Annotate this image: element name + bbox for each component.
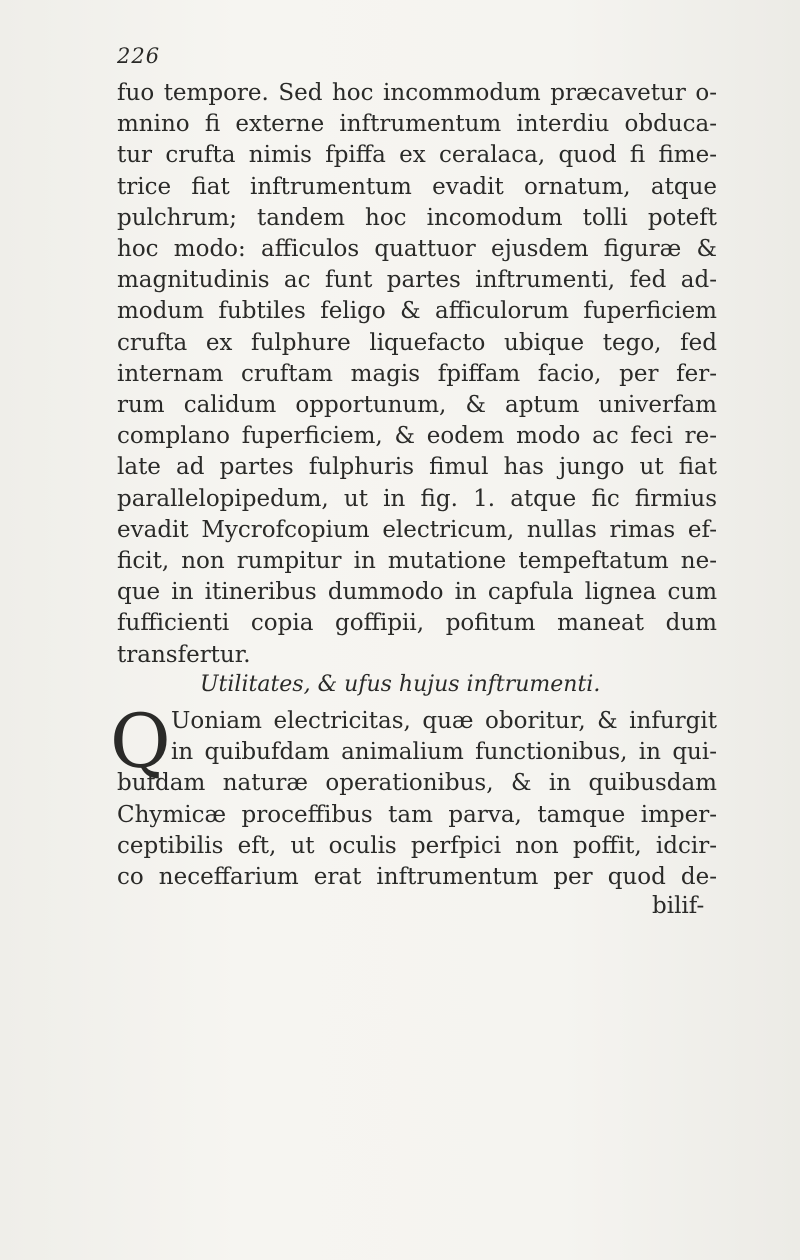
text-line: modum fubtiles feligo & afficulorum fuperficiem xyxy=(117,298,717,325)
text-line: transfertur. xyxy=(117,641,251,668)
text-line: fufficienti copia goffipii, pofitum maneat dum xyxy=(117,610,717,637)
text-line: magnitudinis ac funt partes inftrumenti, fed ad- xyxy=(117,267,717,294)
text-line: late ad partes fulphuris fimul has jungo ut fiat xyxy=(117,454,717,481)
text-line: bufdam naturæ operationibus, & in quibusdam xyxy=(117,770,717,797)
text-line: co neceffarium erat inftrumentum per quod de- xyxy=(117,864,717,891)
text-line: in quibufdam animalium functionibus, in qui- xyxy=(171,739,717,766)
text-line: ceptibilis eft, ut oculis perfpici non poffit, idcir- xyxy=(117,832,717,859)
text-line: trice fiat inftrumentum evadit ornatum, atque xyxy=(117,173,717,200)
paragraph-2 xyxy=(117,706,717,893)
text-line: complano fuperficiem, & eodem modo ac feci re- xyxy=(117,423,717,450)
text-line: parallelopipedum, ut in fig. 1. atque fic firmius xyxy=(117,485,717,512)
text-line: hoc modo: afficulos quattuor ejusdem figuræ & xyxy=(117,236,717,263)
text-line: fuo tempore. Sed hoc incommodum præcavetur o- xyxy=(117,80,717,106)
text-line: crufta ex fulphure liquefacto ubique tego, fed xyxy=(117,329,717,356)
text-line: tur crufta nimis fpiffa ex ceralaca, quod fi fime- xyxy=(117,142,717,169)
drop-cap: Q xyxy=(110,699,171,785)
text-line: rum calidum opportunum, & aptum univerfam xyxy=(117,392,717,419)
text-line: ficit, non rumpitur in mutatione tempeftatum ne- xyxy=(117,548,717,575)
text-line: Uoniam electricitas, quæ oboritur, & infurgit xyxy=(171,708,717,734)
catchword: bilif- xyxy=(652,893,705,919)
paragraph-1 xyxy=(117,78,717,671)
page-number: 226 xyxy=(117,44,161,68)
text-line: que in itineribus dummodo in capfula lignea cum xyxy=(117,579,717,606)
text-line: internam cruftam magis fpiffam facio, per fer- xyxy=(117,360,717,387)
text-line: pulchrum; tandem hoc incomodum tolli poteft xyxy=(117,204,717,231)
text-line: mnino fi externe inftrumentum interdiu obduca- xyxy=(117,111,717,138)
text-line: evadit Mycrofcopium electricum, nullas rimas ef- xyxy=(117,516,717,543)
text-line: Chymicæ proceffibus tam parva, tamque imper- xyxy=(117,801,717,828)
section-heading: Utilitates, & ufus hujus inftrumenti. xyxy=(200,672,601,697)
